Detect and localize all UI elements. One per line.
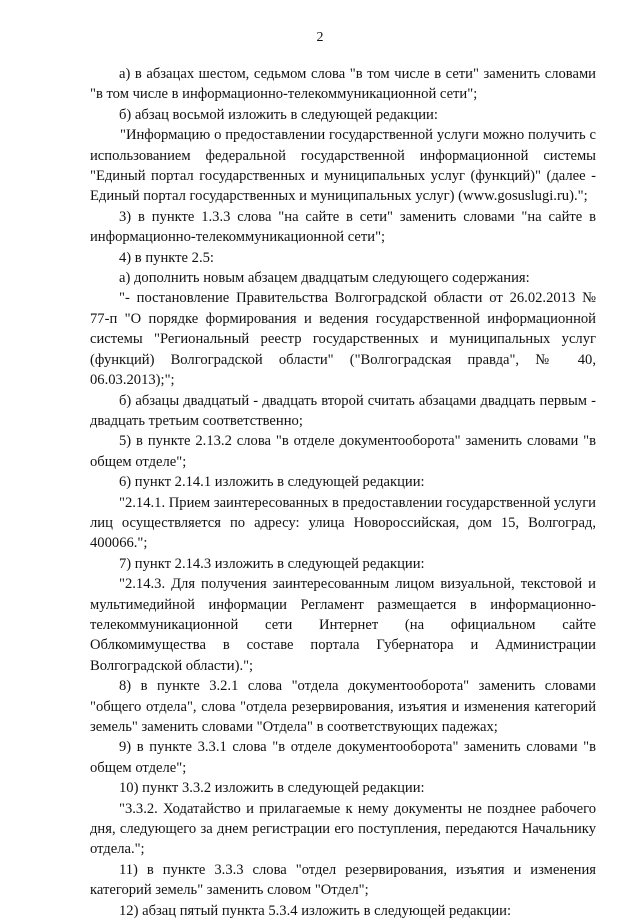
paragraph: 5) в пункте 2.13.2 слова "в отделе документооборота" заменить словами "в общем отделе"; <box>90 433 596 470</box>
paragraph: б) абзац восьмой изложить в следующей редакции: <box>119 106 438 123</box>
paragraph: б) абзацы двадцатый - двадцать второй считать абзацами двадцать первым - двадцать третьим соответственно; <box>90 392 596 429</box>
paragraph: 6) пункт 2.14.1 изложить в следующей редакции: <box>119 474 425 491</box>
paragraph: 12) абзац пятый пункта 5.3.4 изложить в следующей редакции: <box>119 902 512 919</box>
paragraph: 7) пункт 2.14.3 изложить в следующей редакции: <box>119 555 425 572</box>
paragraph: 10) пункт 3.3.2 изложить в следующей редакции: <box>119 780 425 797</box>
paragraph: 4) в пункте 2.5: <box>119 249 214 266</box>
quoted-paragraph: "2.14.1. Прием заинтересованных в предоставлении государственной услуги лиц осуществляется по адресу: улица Новороссийская, дом 15, Волгоград, 400066."; <box>90 494 596 552</box>
quoted-paragraph: "2.14.3. Для получения заинтересованным лицом визуальной, текстовой и мультимедийной информации Регламент размещается в информационно-телекоммуникационной сети Интернет (на официальном сайте Облкомимущества в составе портала Губернатора и Администрации Волгоградской области)."; <box>90 576 596 674</box>
quoted-paragraph: "- постановление Правительства Волгоградской области от 26.02.2013 № 77-п "О порядке формирования и ведения государственной информационной системы "Региональный реестр государственных и муниципальных услуг (функций) Волгоградской области" ("Волгоградская правда", № 40, 06.03.2013);"; <box>90 290 596 389</box>
paragraph: 11) в пункте 3.3.3 слова "отдел резервирования, изъятия и изменения категорий земель" заменить словом "Отдел"; <box>90 861 596 899</box>
paragraph: 8) в пункте 3.2.1 слова "отдела документооборота" заменить словами "общего отдела", слова "отдела резервирования, изъятия и изменения категорий земель" заменить словами "Отдела" в соответствующих падежах; <box>90 678 596 735</box>
paragraph: а) дополнить новым абзацем двадцатым следующего содержания: <box>119 270 530 287</box>
page-number: 2 <box>316 30 324 45</box>
paragraph: 9) в пункте 3.3.1 слова "в отделе документооборота" заменить словами "в общем отделе"; <box>90 739 596 776</box>
quoted-paragraph: "Информацию о предоставлении государственной услуги можно получить с использованием федеральной государственной информационной системы "Единый портал государственных и муниципальных услуг (функций)" (далее - Единый портал государственных и муниципальных услуг) (www.gosuslugi.ru)."; <box>90 127 596 205</box>
paragraph: 3) в пункте 1.3.3 слова "на сайте в сети" заменить словами "на сайте в информационно-телекоммуникационной сети"; <box>90 208 596 246</box>
paragraph: а) в абзацах шестом, седьмом слова "в том числе в сети" заменить словами "в том числе в информационно-телекоммуникационной сети"; <box>90 66 596 103</box>
quoted-paragraph: "3.3.2. Ходатайство и прилагаемые к нему документы не позднее рабочего дня, следующего за днем регистрации его поступления, передаются Начальнику отдела."; <box>90 800 596 858</box>
document-body <box>90 64 596 921</box>
